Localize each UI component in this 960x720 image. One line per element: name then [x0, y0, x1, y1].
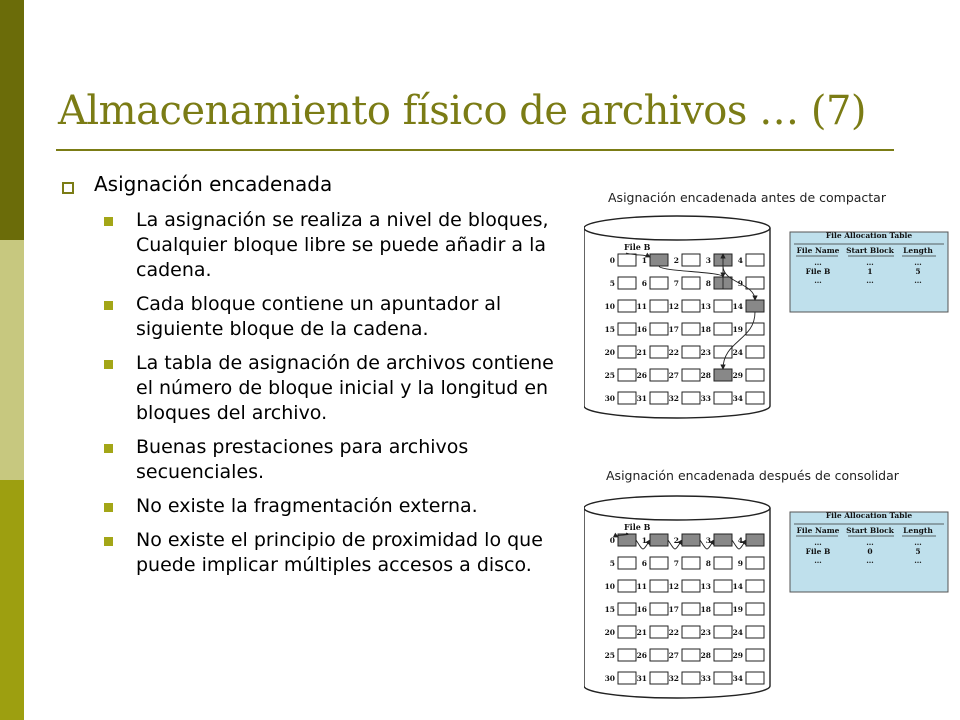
bullet-text: Buenas prestaciones para archivos secuenciales.	[136, 436, 469, 483]
disk-block	[650, 649, 668, 661]
disk-block	[746, 626, 764, 638]
left-stripe-dark	[0, 0, 24, 240]
table-title: File Allocation Table	[825, 231, 913, 240]
disk-block	[618, 277, 636, 289]
bullet-text: No existe el principio de proximidad lo que puede implicar múltiples accesos a disco.	[136, 529, 543, 576]
table-cell: 5	[915, 547, 921, 556]
block-number-label: 25	[604, 371, 615, 380]
block-number-label: 8	[705, 279, 711, 288]
disk-block	[714, 392, 732, 404]
table-cell: …	[814, 276, 822, 285]
block-number-label: 13	[700, 302, 711, 311]
block-number-label: 19	[732, 605, 743, 614]
bullet-item	[104, 292, 562, 342]
disk-block	[746, 557, 764, 569]
block-number-label: 17	[668, 325, 679, 334]
disk-block	[618, 346, 636, 358]
disk-block	[618, 254, 636, 266]
disk-block	[650, 346, 668, 358]
block-number-label: 21	[636, 628, 647, 637]
block-number-label: 34	[732, 674, 743, 683]
table-cell: 5	[915, 267, 921, 276]
block-number-label: 9	[737, 279, 743, 288]
block-number-label: 5	[609, 279, 615, 288]
block-number-label: 32	[668, 674, 679, 683]
block-number-label: 14	[732, 302, 743, 311]
block-number-label: 32	[668, 394, 679, 403]
disk-block	[746, 346, 764, 358]
disk-block	[650, 672, 668, 684]
block-number-label: 11	[636, 582, 647, 591]
disk-block	[650, 603, 668, 615]
disk-diagram-before	[584, 214, 954, 424]
block-number-label: 1	[641, 536, 647, 545]
disk-block	[714, 580, 732, 592]
disk-block	[746, 254, 764, 266]
block-number-label: 0	[609, 256, 615, 265]
disk-block	[618, 323, 636, 335]
slide-title: Almacenamiento físico de archivos … (7)	[58, 88, 866, 134]
disk-block	[650, 369, 668, 381]
table-cell: …	[914, 538, 922, 547]
disk-block	[650, 626, 668, 638]
table-cell: 0	[867, 547, 873, 556]
square-bullet-icon	[104, 301, 113, 310]
table-cell: 1	[867, 267, 873, 276]
table-cell: …	[814, 258, 822, 267]
block-number-label: 5	[609, 559, 615, 568]
block-number-label: 4	[737, 536, 743, 545]
disk-block	[714, 603, 732, 615]
disk-block	[650, 300, 668, 312]
block-number-label: 12	[668, 582, 679, 591]
block-number-label: 16	[636, 325, 647, 334]
block-number-label: 22	[668, 348, 679, 357]
disk-block	[618, 626, 636, 638]
disk-block	[714, 626, 732, 638]
block-number-label: 26	[636, 371, 647, 380]
disk-block	[714, 534, 732, 546]
block-number-label: 15	[604, 605, 615, 614]
block-number-label: 17	[668, 605, 679, 614]
square-bullet-icon	[104, 503, 113, 512]
disk-block	[746, 323, 764, 335]
disk-block	[746, 300, 764, 312]
disk-block	[746, 672, 764, 684]
table-title: File Allocation Table	[825, 511, 913, 520]
block-number-label: 11	[636, 302, 647, 311]
block-number-label: 9	[737, 559, 743, 568]
disk-block	[714, 323, 732, 335]
block-number-label: 27	[668, 371, 679, 380]
block-number-label: 23	[700, 628, 711, 637]
block-number-label: 30	[604, 394, 615, 403]
block-number-label: 24	[732, 348, 743, 357]
table-cell: …	[814, 538, 822, 547]
table-header: Start Block	[846, 526, 894, 535]
disk-block	[650, 392, 668, 404]
table-cell: …	[814, 556, 822, 565]
disk-block	[618, 534, 636, 546]
block-number-label: 19	[732, 325, 743, 334]
square-bullet-icon	[104, 360, 113, 369]
disk-block	[746, 534, 764, 546]
block-number-label: 30	[604, 674, 615, 683]
disk-block	[746, 649, 764, 661]
disk-block	[618, 649, 636, 661]
block-number-label: 6	[641, 559, 647, 568]
block-number-label: 28	[700, 371, 711, 380]
disk-block	[714, 300, 732, 312]
block-number-label: 2	[673, 536, 679, 545]
block-number-label: 16	[636, 605, 647, 614]
figure-caption-after: Asignación encadenada después de consolidar	[606, 468, 899, 483]
bullet-text: La asignación se realiza a nivel de bloques, Cualquier bloque libre se puede añadir a la cadena.	[136, 209, 549, 281]
block-number-label: 18	[700, 605, 711, 614]
disk-block	[746, 392, 764, 404]
block-number-label: 22	[668, 628, 679, 637]
block-number-label: 0	[609, 536, 615, 545]
disk-cylinder-top	[584, 216, 770, 240]
disk-block	[682, 392, 700, 404]
block-number-label: 20	[604, 348, 615, 357]
disk-cylinder-top	[584, 496, 770, 520]
table-cell: …	[866, 276, 874, 285]
disk-block	[618, 369, 636, 381]
block-number-label: 31	[636, 674, 647, 683]
bullet-text: Cada bloque contiene un apuntador al siguiente bloque de la cadena.	[136, 293, 502, 340]
block-number-label: 33	[700, 394, 711, 403]
square-bullet-icon	[104, 444, 113, 453]
bullet-item	[104, 351, 562, 426]
table-header: Start Block	[846, 246, 894, 255]
bullet-text: No existe la fragmentación externa.	[136, 495, 478, 517]
disk-block	[650, 580, 668, 592]
disk-block	[746, 603, 764, 615]
block-number-label: 33	[700, 674, 711, 683]
disk-block	[682, 603, 700, 615]
table-cell: …	[866, 258, 874, 267]
table-cell: …	[866, 538, 874, 547]
disk-block	[682, 323, 700, 335]
disk-block	[714, 672, 732, 684]
disk-block	[682, 369, 700, 381]
bullet-list	[104, 208, 562, 587]
block-number-label: 23	[700, 348, 711, 357]
disk-block	[714, 369, 732, 381]
level1-text: Asignación encadenada	[94, 172, 333, 196]
block-number-label: 2	[673, 256, 679, 265]
block-number-label: 14	[732, 582, 743, 591]
block-number-label: 13	[700, 582, 711, 591]
block-number-label: 3	[705, 536, 711, 545]
block-number-label: 15	[604, 325, 615, 334]
block-number-label: 27	[668, 651, 679, 660]
block-number-label: 4	[737, 256, 743, 265]
disk-block	[618, 300, 636, 312]
disk-block	[682, 300, 700, 312]
disk-block	[682, 626, 700, 638]
block-number-label: 18	[700, 325, 711, 334]
block-number-label: 21	[636, 348, 647, 357]
table-cell: …	[866, 556, 874, 565]
block-number-label: 24	[732, 628, 743, 637]
disk-block	[618, 603, 636, 615]
disk-block	[682, 580, 700, 592]
disk-block	[650, 323, 668, 335]
bullet-item	[104, 494, 562, 519]
disk-block	[682, 277, 700, 289]
block-number-label: 10	[604, 302, 615, 311]
table-header: File Name	[796, 246, 840, 255]
disk-block	[746, 369, 764, 381]
disk-block	[714, 346, 732, 358]
figure-caption-before: Asignación encadenada antes de compactar	[608, 190, 886, 205]
left-stripe-light	[0, 240, 24, 480]
disk-block	[650, 534, 668, 546]
hollow-square-bullet-icon	[62, 182, 74, 194]
block-number-label: 6	[641, 279, 647, 288]
block-number-label: 20	[604, 628, 615, 637]
block-number-label: 28	[700, 651, 711, 660]
title-underline	[56, 149, 894, 151]
disk-block	[682, 672, 700, 684]
disk-block	[618, 580, 636, 592]
disk-block	[746, 580, 764, 592]
block-number-label: 3	[705, 256, 711, 265]
square-bullet-icon	[104, 217, 113, 226]
disk-block	[682, 254, 700, 266]
bullet-item	[104, 208, 562, 283]
block-number-label: 12	[668, 302, 679, 311]
block-number-label: 25	[604, 651, 615, 660]
block-number-label: 7	[673, 559, 679, 568]
table-header: Length	[903, 246, 933, 255]
file-label: File B	[624, 522, 651, 532]
block-number-label: 26	[636, 651, 647, 660]
table-header: Length	[903, 526, 933, 535]
disk-block	[714, 557, 732, 569]
file-label: File B	[624, 242, 651, 252]
disk-block	[682, 534, 700, 546]
bullet-item	[104, 528, 562, 578]
square-bullet-icon	[104, 537, 113, 546]
disk-block	[618, 557, 636, 569]
table-cell: File B	[805, 267, 831, 276]
disk-block	[618, 672, 636, 684]
disk-block	[682, 346, 700, 358]
disk-block	[650, 557, 668, 569]
block-number-label: 10	[604, 582, 615, 591]
disk-diagram-after	[584, 494, 954, 704]
bullet-text: La tabla de asignación de archivos contiene el número de bloque inicial y la longitud en bloques del archivo.	[136, 352, 554, 424]
disk-block	[682, 649, 700, 661]
disk-block	[714, 649, 732, 661]
left-stripe-mid	[0, 480, 24, 720]
disk-block	[650, 254, 668, 266]
table-cell: …	[914, 276, 922, 285]
table-cell: …	[914, 556, 922, 565]
block-number-label: 7	[673, 279, 679, 288]
block-number-label: 8	[705, 559, 711, 568]
table-header: File Name	[796, 526, 840, 535]
disk-block	[746, 277, 764, 289]
disk-block	[618, 392, 636, 404]
block-number-label: 34	[732, 394, 743, 403]
disk-block	[682, 557, 700, 569]
table-cell: …	[914, 258, 922, 267]
disk-block	[650, 277, 668, 289]
block-number-label: 29	[732, 651, 743, 660]
block-number-label: 1	[641, 256, 647, 265]
block-number-label: 29	[732, 371, 743, 380]
bullet-item	[104, 435, 562, 485]
table-cell: File B	[805, 547, 831, 556]
block-number-label: 31	[636, 394, 647, 403]
